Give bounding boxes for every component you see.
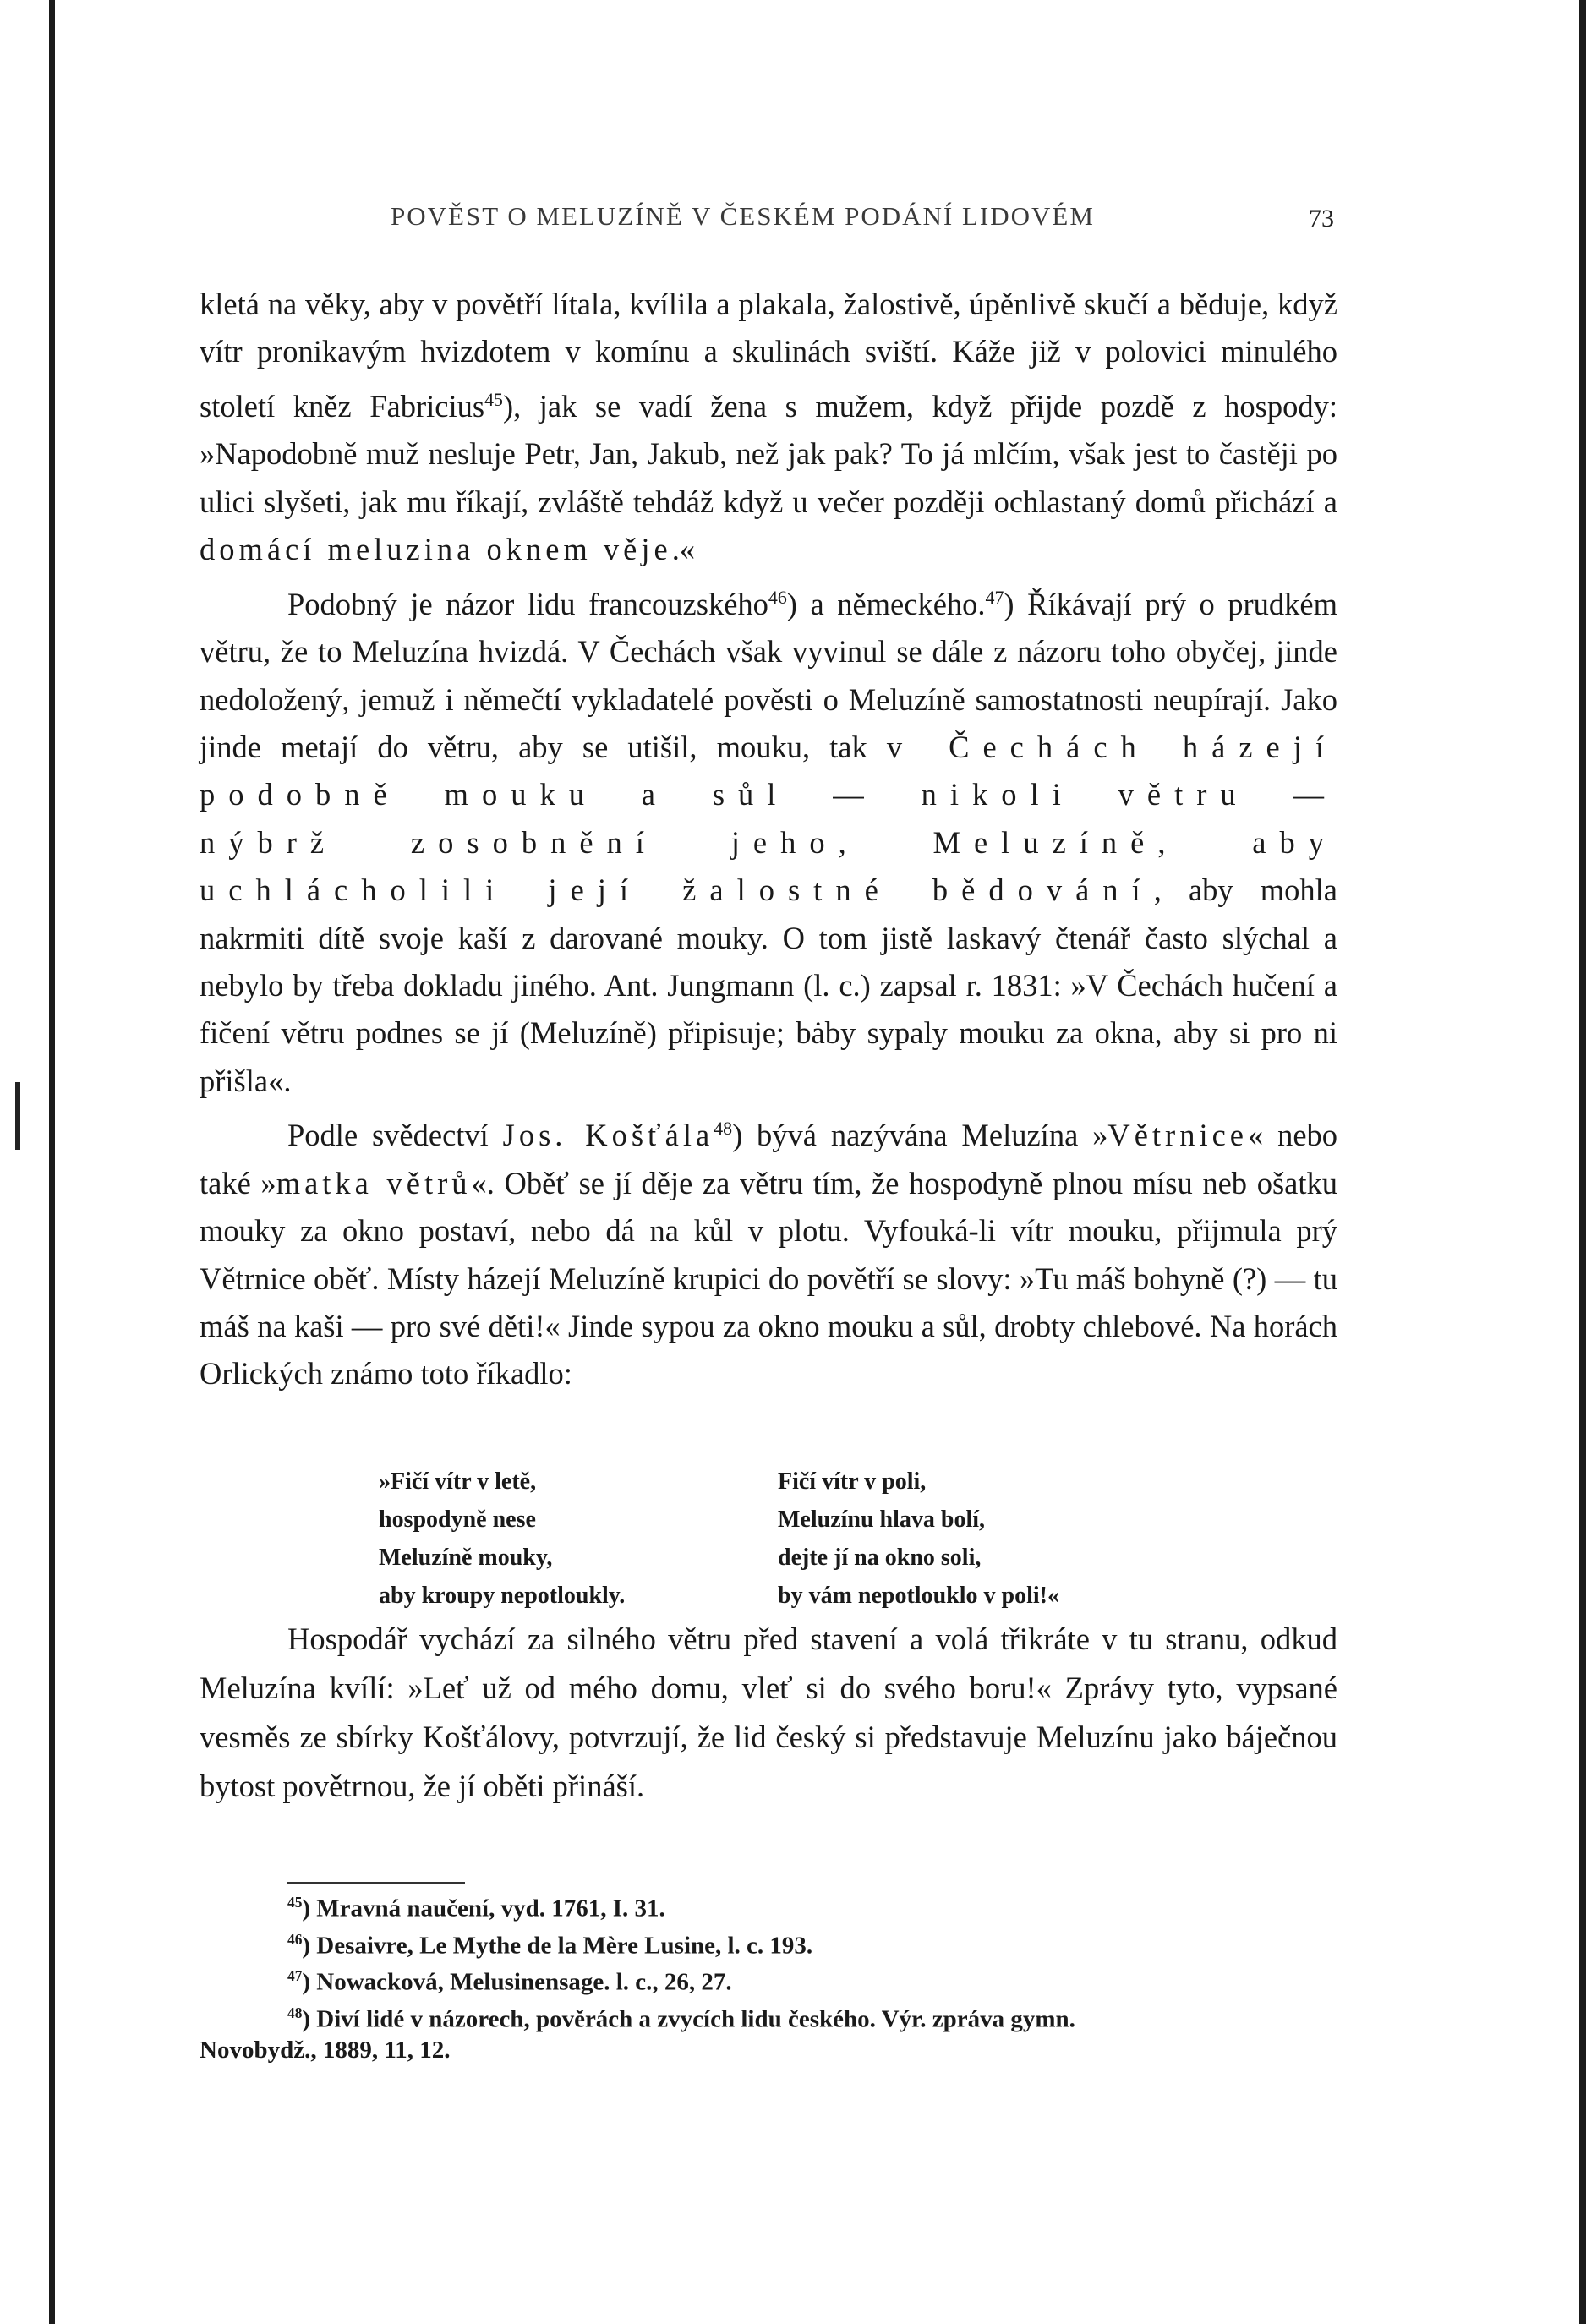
- verse-line: Fičí vítr v poli,: [778, 1468, 927, 1495]
- footnote-text: ) Mravná naučení, vyd. 1761, I. 31.: [302, 1895, 665, 1922]
- scan-border-left: [0, 0, 55, 2324]
- text-run: « nebo také »: [200, 1118, 1338, 1200]
- spaced-emphasis: v Čechách házejí podobně mouku a sůl — nikoli větru — nýbrž zosobnění jeho, Meluzíně, aby uchlácholili její žalostné bědování: [200, 729, 1337, 908]
- verse-column-right: [778, 1463, 1175, 1615]
- footnote-text: ) Diví lidé v názorech, pověrách a zvycích lidu českého. Výr. zpráva gymn.: [302, 2005, 1075, 2033]
- text-run: Podobný je názor lidu francouzského: [287, 586, 768, 621]
- footnote-number: 46: [287, 1930, 303, 1948]
- book-page: [200, 0, 1337, 2324]
- page-number: 73: [1309, 205, 1334, 232]
- footnote-48-continued: Novobydž., 1889, 11, 12.: [200, 2036, 451, 2064]
- running-title: POVĚST O MELUZÍNĚ V ČESKÉM PODÁNÍ LIDOVÉM: [391, 201, 1095, 231]
- paragraph-1: [200, 281, 1337, 574]
- footnote-ref-47: 47: [985, 586, 1004, 608]
- footnote-number: 47: [287, 1967, 303, 1985]
- text-run: Podle svědectví: [287, 1118, 503, 1153]
- footnote-47: [200, 1960, 1337, 1998]
- footnote-ref-48: 48: [714, 1118, 733, 1140]
- verse-column-left: [379, 1463, 776, 1615]
- scan-border-right: [1579, 0, 1586, 2324]
- spaced-emphasis: domácí meluzina oknem věje: [200, 532, 672, 567]
- text-run: .«: [671, 532, 696, 567]
- spaced-emphasis: Větrnice: [1107, 1118, 1248, 1153]
- text-run: ), jak se vadí žena s mužem, když přijde pozdě z hospody: »Napodobně muž nesluje Petr, Jan, Jakub, než jak pak? To já mlčím, však jest to častěji po ulici slyšeti, jak mu říkají, zvláště tehdáž když u večer později ochlastaný domů přichází a: [200, 388, 1337, 519]
- spaced-emphasis: matka větrů: [276, 1165, 472, 1200]
- footnote-46: [200, 1924, 1337, 1961]
- text-run: ) bývá nazývána Meluzína »: [732, 1118, 1108, 1153]
- text-run: ) Říkávají prý o prudkém větru, že to Meluzína hvizdá. V Čechách však vyvinul se dále z názoru toho obyčej, jinde nedoložený, jemuž i němečtí vykladatelé pověsti o Meluzíně samostatnosti neupírají. Jako jinde metají do větru, aby se utišil, mouku, tak: [200, 586, 1337, 764]
- verse-line: by vám nepotlouklo v poli!«: [778, 1583, 1059, 1609]
- footnote-number: 45: [287, 1894, 303, 1911]
- footnote-text: ) Nowacková, Melusinensage. l. c., 26, 27.: [302, 1968, 732, 1996]
- footnotes: [200, 1887, 1337, 2065]
- author-name: Jos. Košťála: [502, 1118, 714, 1153]
- paragraph-4: Hospodář vychází za silného větru před stavení a volá třikráte v tu stranu, odkud Meluzína kvílí: »Leť už od mého domu, vleť si do svého boru!« Zprávy tyto, vypsané vesměs ze sbírky Košťálovy, potvrzují, že lid český si představuje Meluzínu jako báječnou bytost povětrnou, že jí oběti přináší.: [200, 1621, 1337, 1803]
- verse-line: Meluzíně mouky,: [379, 1545, 553, 1571]
- footnote-number: 48: [287, 2004, 303, 2021]
- paragraph-3: [200, 1105, 1337, 1398]
- paragraph-2: [200, 574, 1337, 1106]
- footnote-48: [200, 1998, 1337, 2035]
- text-run: «. Oběť se jí děje za větru tím, že hospodyně plnou mísu neb ošatku mouky za okno postaví, nebo dá na kůl v plotu. Vyfouká-li vítr mouku, přijmula prý Větrnice oběť. Místy házejí Meluzíně krupici do povětří se slovy: »Tu máš bohyně (?) — tu máš na kaši — pro své děti!« Jinde sypou za okno mouku a sůl, drobty chlebové. Na horách Orlických známo toto říkadlo:: [200, 1165, 1337, 1392]
- running-header: [200, 201, 1337, 235]
- text-run: ) a německého.: [786, 586, 986, 621]
- verse-line: Meluzínu hlava bolí,: [778, 1506, 986, 1533]
- footnote-45: [200, 1887, 1337, 1924]
- verse-line: hospodyně nese: [379, 1506, 536, 1533]
- footnote-divider: [287, 1882, 465, 1884]
- main-text: [200, 281, 1337, 1398]
- text-run: kletá na věky, aby v povětří lítala, kvílila a plakala, žalostivě, úpěnlivě skučí a běduje, když vítr pronikavým hvizdotem v komínu a skulinách sviští. Káže již v polovici minulého století kněz Fabricius: [200, 287, 1337, 424]
- verse-line: »Fičí vítr v letě,: [379, 1468, 537, 1495]
- verse-line: dejte jí na okno soli,: [778, 1545, 982, 1571]
- verse-line: aby kroupy nepotloukly.: [379, 1583, 626, 1609]
- text-run: , aby mohla nakrmiti dítě svoje kaší z darované mouky. O tom jistě laskavý čtenář často slýchal a nebylo by třeba dokladu jiného. Ant. Jungmann (l. c.) zapsal r. 1831: »V Čechách hučení a fičení větru podnes se jí (Meluzíně) připisuje; bȧby sypaly mouku za okna, aby si pro ni přišla«.: [200, 872, 1337, 1098]
- main-text-continued: [200, 1615, 1337, 1811]
- footnote-text: ) Desaivre, Le Mythe de la Mère Lusine, l. c. 193.: [302, 1932, 813, 1960]
- footnote-ref-46: 46: [768, 586, 787, 608]
- footnote-ref-45: 45: [484, 388, 503, 410]
